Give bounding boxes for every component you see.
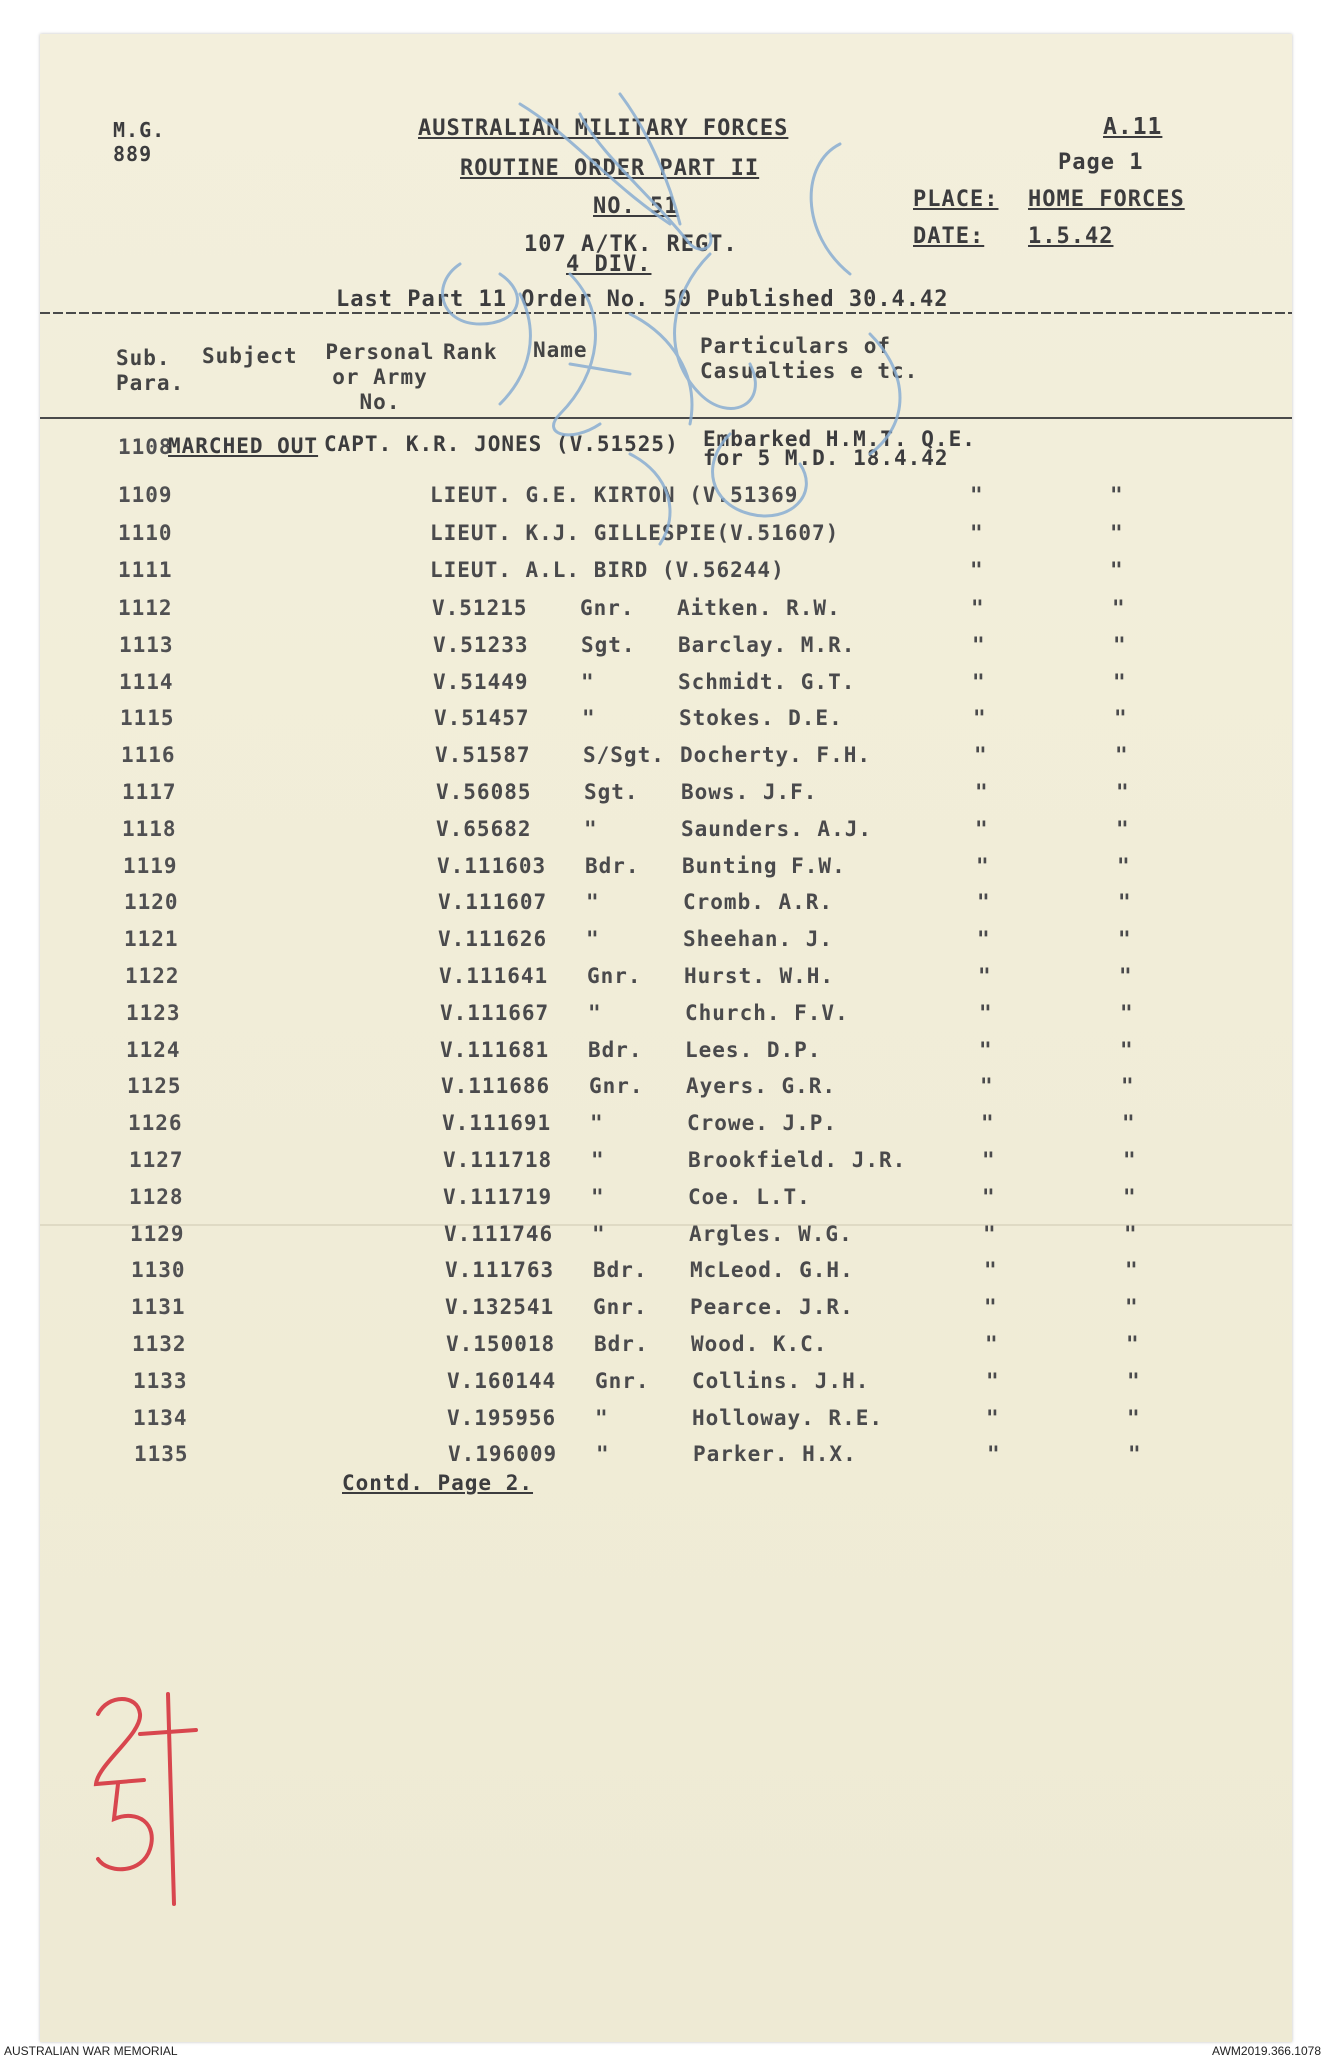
row-para: 1132 <box>132 1332 187 1356</box>
table-row <box>40 1185 1292 1215</box>
unit-name: 107 A/TK. REGT. <box>524 232 738 257</box>
ditto-mark: " <box>1125 1258 1139 1282</box>
officer-entry: LIEUT. G.E. KIRTON (V.51369 <box>430 483 799 507</box>
row-para: 1135 <box>134 1442 189 1466</box>
row-para: 1127 <box>129 1148 184 1172</box>
ditto-mark: " <box>1113 670 1127 694</box>
row-rank: Sgt. <box>581 633 636 657</box>
ditto-mark: " <box>1124 1222 1138 1246</box>
row-para: 1129 <box>130 1222 185 1246</box>
row-army-number: V.111763 <box>445 1258 555 1282</box>
ditto-mark: " <box>970 521 984 545</box>
officer-row <box>40 483 1292 513</box>
row-para: 1118 <box>122 817 177 841</box>
continued-note: Contd. Page 2. <box>342 1471 534 1495</box>
ditto-mark: " <box>977 927 991 951</box>
table-row <box>40 890 1292 920</box>
ditto-mark: " <box>987 1442 1001 1466</box>
row-name: Barclay. M.R. <box>678 633 856 657</box>
ditto-mark: " <box>978 964 992 988</box>
document-subtitle: ROUTINE ORDER PART II <box>460 156 760 181</box>
ditto-mark: " <box>980 1074 994 1098</box>
ditto-mark: " <box>986 1406 1000 1430</box>
ditto-mark: " <box>1118 927 1132 951</box>
row-rank: " <box>596 1442 610 1466</box>
officer-para: 1111 <box>118 558 173 582</box>
row-name: Docherty. F.H. <box>680 743 872 767</box>
ditto-mark: " <box>976 854 990 878</box>
ditto-mark: " <box>971 596 985 620</box>
place-label: PLACE: <box>913 187 999 212</box>
ditto-mark: " <box>985 1332 999 1356</box>
ditto-mark: " <box>1125 1295 1139 1319</box>
row-para: 1119 <box>123 854 178 878</box>
row-army-number: V.111603 <box>437 854 547 878</box>
ditto-mark: " <box>1110 483 1124 507</box>
ditto-mark: " <box>1120 1038 1134 1062</box>
ditto-mark: " <box>979 1001 993 1025</box>
row-rank: " <box>591 1185 605 1209</box>
last-order-note: Last Part 11 Order No. 50 Published 30.4.42 <box>336 287 949 312</box>
row-army-number: V.51233 <box>433 633 529 657</box>
entry-person-first: CAPT. K.R. JONES (V.51525) <box>324 432 679 456</box>
ditto-mark: " <box>972 670 986 694</box>
row-para: 1123 <box>126 1001 181 1025</box>
ditto-mark: " <box>973 706 987 730</box>
table-row <box>40 1406 1292 1436</box>
table-row <box>40 1074 1292 1104</box>
ditto-mark: " <box>1120 1001 1134 1025</box>
ditto-mark: " <box>1118 890 1132 914</box>
table-row <box>40 1258 1292 1288</box>
ditto-mark: " <box>1110 521 1124 545</box>
table-row <box>40 780 1292 810</box>
row-name: Argles. W.G. <box>689 1222 853 1246</box>
row-rank: Gnr. <box>580 596 635 620</box>
row-para: 1120 <box>124 890 179 914</box>
ditto-mark: " <box>982 1148 996 1172</box>
table-row <box>40 1148 1292 1178</box>
ditto-mark: " <box>1112 596 1126 620</box>
row-rank: " <box>586 890 600 914</box>
row-army-number: V.111746 <box>444 1222 554 1246</box>
table-row <box>40 706 1292 736</box>
row-army-number: V.196009 <box>448 1442 558 1466</box>
col-sub-para: Sub. Para. <box>116 346 185 395</box>
ditto-mark: " <box>1110 558 1124 582</box>
row-para: 1130 <box>131 1258 186 1282</box>
row-name: Schmidt. G.T. <box>678 670 856 694</box>
ditto-mark: " <box>983 1222 997 1246</box>
ditto-mark: " <box>972 633 986 657</box>
row-rank: Gnr. <box>587 964 642 988</box>
table-row <box>40 1222 1292 1252</box>
row-para: 1113 <box>119 633 174 657</box>
row-name: Saunders. A.J. <box>681 817 873 841</box>
date-value: 1.5.42 <box>1028 224 1114 249</box>
col-rank: Rank <box>443 340 498 364</box>
footer-credit: AUSTRALIAN WAR MEMORIAL <box>4 2044 178 2058</box>
header-rule-bottom <box>40 417 1292 419</box>
ditto-mark: " <box>1116 780 1130 804</box>
ditto-mark: " <box>979 1038 993 1062</box>
document-sheet <box>40 34 1292 2042</box>
red-marginal-number <box>78 1674 208 1934</box>
row-name: Hurst. W.H. <box>684 964 835 988</box>
ditto-mark: " <box>1123 1148 1137 1172</box>
ditto-mark: " <box>984 1295 998 1319</box>
row-rank: " <box>595 1406 609 1430</box>
row-rank: Bdr. <box>585 854 640 878</box>
ditto-mark: " <box>984 1258 998 1282</box>
row-name: Lees. D.P. <box>685 1038 822 1062</box>
row-army-number: V.51587 <box>435 743 531 767</box>
document-title: AUSTRALIAN MILITARY FORCES <box>418 116 789 141</box>
col-particulars: Particulars of Casualties e tc. <box>700 334 919 383</box>
row-rank: Gnr. <box>595 1369 650 1393</box>
ditto-mark: " <box>1119 964 1133 988</box>
col-subject: Subject <box>202 344 298 368</box>
row-army-number: V.132541 <box>445 1295 555 1319</box>
table-row <box>40 743 1292 773</box>
row-army-number: V.111719 <box>443 1185 553 1209</box>
row-army-number: V.160144 <box>447 1369 557 1393</box>
row-rank: " <box>582 706 596 730</box>
row-rank: Bdr. <box>588 1038 643 1062</box>
row-army-number: V.65682 <box>436 817 532 841</box>
row-para: 1122 <box>125 964 180 988</box>
table-row <box>40 1295 1292 1325</box>
row-name: Collins. J.H. <box>692 1369 870 1393</box>
ditto-mark: " <box>981 1111 995 1135</box>
row-name: Sheehan. J. <box>683 927 834 951</box>
row-name: Aitken. R.W. <box>677 596 841 620</box>
row-rank: S/Sgt. <box>583 743 665 767</box>
row-para: 1114 <box>119 670 174 694</box>
row-name: Bows. J.F. <box>681 780 818 804</box>
row-rank: " <box>588 1001 602 1025</box>
form-code-number: 889 <box>113 142 153 166</box>
date-label: DATE: <box>913 224 985 249</box>
row-army-number: V.111686 <box>441 1074 551 1098</box>
table-row <box>40 1369 1292 1399</box>
ditto-mark: " <box>986 1369 1000 1393</box>
row-para: 1121 <box>124 927 179 951</box>
row-rank: Bdr. <box>594 1332 649 1356</box>
row-name: Pearce. J.R. <box>690 1295 854 1319</box>
table-row <box>40 1001 1292 1031</box>
row-army-number: V.111691 <box>442 1111 552 1135</box>
ditto-mark: " <box>1123 1185 1137 1209</box>
table-row <box>40 964 1292 994</box>
reference-code: A.11 <box>1103 114 1163 140</box>
table-row <box>40 1038 1292 1068</box>
row-rank: Gnr. <box>589 1074 644 1098</box>
row-army-number: V.56085 <box>436 780 532 804</box>
row-name: Wood. K.C. <box>691 1332 828 1356</box>
ditto-mark: " <box>970 483 984 507</box>
row-army-number: V.111667 <box>440 1001 550 1025</box>
row-para: 1125 <box>127 1074 182 1098</box>
row-para: 1128 <box>129 1185 184 1209</box>
table-row <box>40 1111 1292 1141</box>
row-rank: " <box>592 1222 606 1246</box>
row-army-number: V.195956 <box>447 1406 557 1430</box>
table-row <box>40 854 1292 884</box>
row-name: Church. F.V. <box>685 1001 849 1025</box>
row-para: 1126 <box>128 1111 183 1135</box>
unit-division: 4 DIV. <box>566 252 652 277</box>
table-row <box>40 1332 1292 1362</box>
row-para: 1131 <box>131 1295 186 1319</box>
row-army-number: V.51457 <box>434 706 530 730</box>
row-name: Ayers. G.R. <box>686 1074 837 1098</box>
row-name: Holloway. R.E. <box>692 1406 884 1430</box>
ditto-mark: " <box>1128 1442 1142 1466</box>
row-army-number: V.51215 <box>432 596 528 620</box>
ditto-mark: " <box>1121 1074 1135 1098</box>
ditto-mark: " <box>1126 1332 1140 1356</box>
row-army-number: V.111641 <box>439 964 549 988</box>
table-row <box>40 927 1292 957</box>
officer-row <box>40 558 1292 588</box>
table-row <box>40 670 1292 700</box>
entry-subject: MARCHED OUT <box>168 434 319 458</box>
row-name: Cromb. A.R. <box>683 890 834 914</box>
entry-particulars-line1: Embarked H.M.T. Q.E. <box>703 427 976 451</box>
row-name: McLeod. G.H. <box>690 1258 854 1282</box>
row-name: Parker. H.X. <box>693 1442 857 1466</box>
row-para: 1133 <box>133 1369 188 1393</box>
ditto-mark: " <box>977 890 991 914</box>
row-rank: Gnr. <box>593 1295 648 1319</box>
order-number: NO. 51 <box>593 194 679 219</box>
row-army-number: V.111681 <box>440 1038 550 1062</box>
ditto-mark: " <box>1117 854 1131 878</box>
ditto-mark: " <box>970 558 984 582</box>
row-rank: " <box>581 670 595 694</box>
row-name: Bunting F.W. <box>682 854 846 878</box>
ditto-mark: " <box>982 1185 996 1209</box>
ditto-mark: " <box>1113 633 1127 657</box>
col-name: Name <box>533 338 588 362</box>
ditto-mark: " <box>1114 706 1128 730</box>
entry-para-first: 1108 <box>118 435 173 459</box>
row-rank: " <box>584 817 598 841</box>
row-para: 1124 <box>126 1038 181 1062</box>
row-name: Stokes. D.E. <box>679 706 843 730</box>
row-para: 1116 <box>121 743 176 767</box>
officer-entry: LIEUT. K.J. GILLESPIE(V.51607) <box>430 521 840 545</box>
row-army-number: V.51449 <box>433 670 529 694</box>
row-name: Crowe. J.P. <box>687 1111 838 1135</box>
row-rank: Bdr. <box>593 1258 648 1282</box>
row-army-number: V.111607 <box>438 890 548 914</box>
form-code: M.G. <box>113 118 166 142</box>
col-personal-number: Personal or Army No. <box>325 340 435 414</box>
row-rank: " <box>590 1111 604 1135</box>
place-value: HOME FORCES <box>1028 187 1185 212</box>
row-para: 1117 <box>122 780 177 804</box>
ditto-mark: " <box>1122 1111 1136 1135</box>
row-name: Brookfield. J.R. <box>688 1148 907 1172</box>
ditto-mark: " <box>1116 817 1130 841</box>
table-row <box>40 1442 1292 1472</box>
row-para: 1115 <box>120 706 175 730</box>
footer-accession: AWM2019.366.1078 <box>1212 2044 1321 2058</box>
row-name: Coe. L.T. <box>688 1185 811 1209</box>
ditto-mark: " <box>975 780 989 804</box>
row-para: 1112 <box>118 596 173 620</box>
row-army-number: V.111626 <box>438 927 548 951</box>
officer-entry: LIEUT. A.L. BIRD (V.56244) <box>430 558 785 582</box>
ditto-mark: " <box>1127 1369 1141 1393</box>
officer-para: 1109 <box>118 483 173 507</box>
page-number: Page 1 <box>1058 150 1144 175</box>
ditto-mark: " <box>974 743 988 767</box>
officer-para: 1110 <box>118 521 173 545</box>
table-row <box>40 817 1292 847</box>
row-army-number: V.111718 <box>443 1148 553 1172</box>
row-para: 1134 <box>133 1406 188 1430</box>
ditto-mark: " <box>1115 743 1129 767</box>
entry-particulars-line2: for 5 M.D. 18.4.42 <box>703 446 949 470</box>
officer-row <box>40 521 1292 551</box>
row-rank: " <box>586 927 600 951</box>
table-row <box>40 633 1292 663</box>
ditto-mark: " <box>1127 1406 1141 1430</box>
ditto-mark: " <box>975 817 989 841</box>
header-rule-top <box>40 312 1292 314</box>
row-army-number: V.150018 <box>446 1332 556 1356</box>
row-rank: Sgt. <box>584 780 639 804</box>
row-rank: " <box>591 1148 605 1172</box>
table-row <box>40 596 1292 626</box>
